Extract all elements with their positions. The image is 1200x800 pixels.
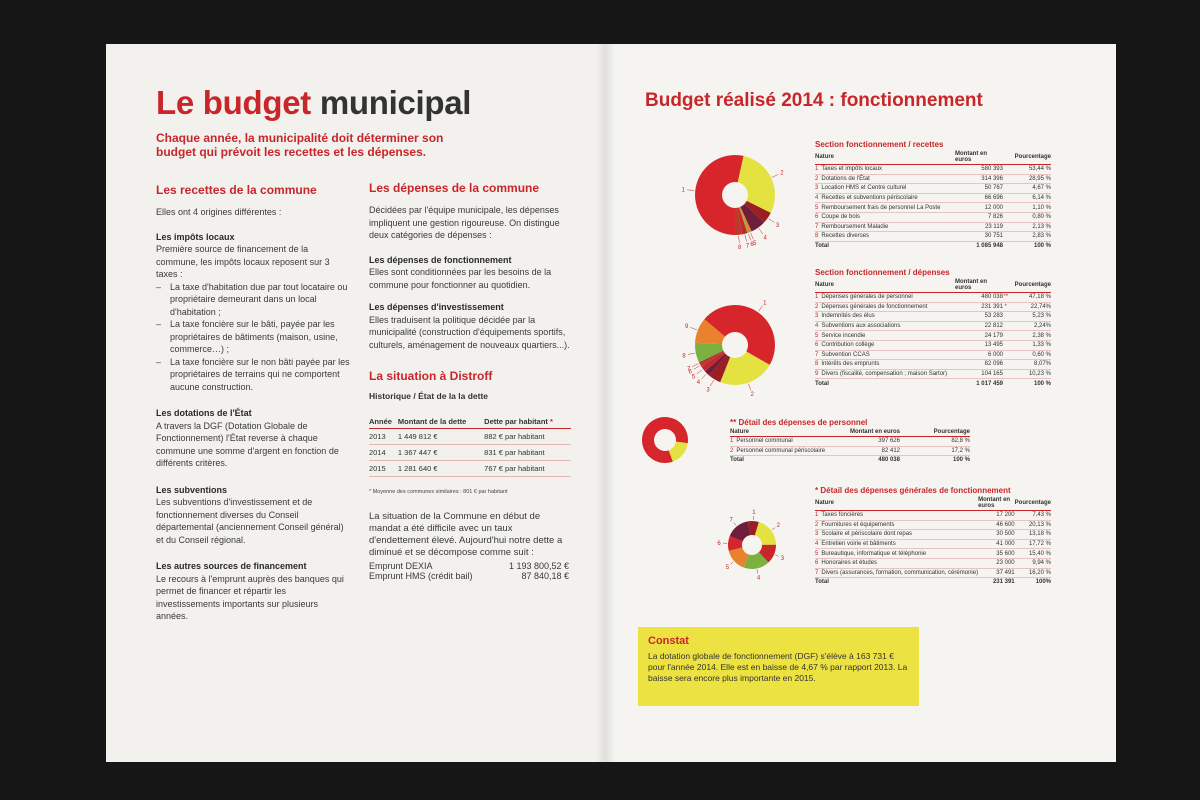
slice-leader-line — [730, 562, 733, 565]
donut-slice — [738, 156, 775, 213]
slice-leader-line — [692, 364, 698, 367]
table-row — [815, 312, 1051, 322]
row-amount: 30 751 — [955, 232, 1003, 242]
row-percent: 6,14 % — [1003, 193, 1051, 203]
depenses-table — [815, 278, 1051, 388]
generales-donut-chart — [700, 495, 800, 595]
col-header: Pourcentage — [1003, 150, 1051, 165]
slice-label: 7 — [686, 366, 691, 373]
page-title — [156, 84, 471, 122]
row-label: Recettes et subventions périscolaire — [821, 195, 918, 202]
col-header: Nature — [815, 278, 955, 293]
depenses-section — [815, 268, 1051, 388]
table-row — [815, 184, 1051, 194]
total-row: Total 1 085 948 100 % — [815, 243, 1051, 250]
title-part-2: municipal — [319, 84, 472, 121]
recettes-donut-chart — [640, 140, 830, 265]
recettes-section — [815, 140, 1051, 250]
situation-heading: La situation à Distroff — [369, 369, 493, 383]
slice-leader-line — [751, 233, 754, 239]
slice-leader-line — [687, 190, 694, 191]
row-number: 1 — [730, 438, 734, 445]
dotations-text: A travers la DGF (Dotation Globale de Fonctionnement) l'État reverse à chaque commune une somme d'argent en fonction de différents critères. — [156, 420, 339, 468]
subventions-title: Les subventions — [156, 484, 228, 495]
slice-label: 1 — [752, 510, 756, 517]
table-cell: 1 449 812 € — [398, 429, 484, 445]
section-heading: ** Détail des dépenses de personnel — [730, 418, 868, 427]
row-number: 1 — [815, 166, 819, 173]
recettes-column — [156, 183, 352, 635]
impots-item: – La taxe d'habitation due par tout locataire ou propriétaire demeurant dans un local d'habitation ; — [156, 281, 348, 317]
table-row — [730, 437, 970, 447]
slice-label: 4 — [756, 575, 761, 582]
row-percent: 2,83 % — [1003, 232, 1051, 242]
slice-leader-line — [759, 228, 763, 234]
slice-label: 3 — [780, 555, 785, 562]
constat-box — [638, 627, 919, 706]
table-row — [815, 340, 1051, 350]
row-percent: 10,23 % — [1008, 369, 1051, 379]
row-label: Location HMS et Centre culturel — [821, 185, 907, 192]
row-label: Honoraires et études — [821, 560, 878, 567]
invest-text: Elles traduisent la politique décidée par la municipalité (construction d'équipements sportifs, culturels, aménagement de nouveaux quartiers...). — [369, 314, 570, 350]
intro-text: Chaque année, la municipalité doit déterminer son budget qui prévoit les recettes et les dépenses. — [156, 131, 444, 159]
row-number: 7 — [815, 569, 819, 576]
slice-leader-line — [694, 366, 700, 370]
row-percent: 8,07% — [1008, 360, 1051, 370]
loan-row: Emprunt DEXIA 1 193 800,52 € — [369, 561, 569, 571]
slice-label: 3 — [775, 222, 780, 229]
personnel-table — [730, 428, 970, 465]
total-row: Total 480 038 100 % — [730, 457, 970, 464]
autres-title: Les autres sources de financement — [156, 561, 307, 571]
generales-table — [815, 496, 1051, 587]
table-row — [369, 461, 571, 477]
table-row — [730, 446, 970, 456]
title-part-1: Le budget — [156, 84, 311, 121]
slice-leader-line — [745, 235, 747, 242]
depenses-heading: Les dépenses de la commune — [369, 181, 540, 195]
row-number: 8 — [815, 361, 819, 368]
row-percent: 5,23 % — [1008, 312, 1051, 322]
row-amount: 82 412 — [840, 446, 900, 456]
table-row — [815, 293, 1051, 303]
row-percent: 9,94 % — [1015, 558, 1051, 568]
total-row: Total 1 017 459 100 % — [815, 380, 1051, 387]
row-number: 7 — [815, 351, 819, 358]
row-amount: 50 767 — [955, 184, 1003, 194]
row-amount: 41 000 — [978, 539, 1015, 549]
slice-leader-line — [739, 236, 740, 243]
slice-leader-line — [688, 353, 695, 354]
autres-text: Le recours à l'emprunt auprès des banques qui permet de financer et répartir les investissements importants sur plusieurs années. — [156, 573, 344, 621]
section-heading: Section fonctionnement / dépenses — [815, 268, 950, 277]
row-amount: 397 626 — [840, 437, 900, 447]
row-percent: 2,13 % — [1003, 222, 1051, 232]
row-label: Remboursement Maladie — [821, 223, 889, 230]
table-row — [815, 549, 1051, 559]
slice-label: 6 — [750, 242, 754, 249]
row-percent: 82,8 % — [900, 437, 970, 447]
row-percent: 15,40 % — [1015, 549, 1051, 559]
slice-label: 7 — [729, 517, 733, 524]
slice-label: 2 — [776, 523, 781, 530]
row-amount: 23 000 — [978, 558, 1015, 568]
row-percent: 1,10 % — [1003, 203, 1051, 213]
section-heading: * Détail des dépenses générales de fonctionnement — [815, 486, 1011, 495]
row-amount: 17 200 — [978, 511, 1015, 521]
table-row — [815, 558, 1051, 568]
row-label: Dépenses générales de personnel — [821, 294, 913, 301]
impots-title: Les impôts locaux — [156, 231, 235, 242]
constat-heading: Constat — [648, 635, 689, 647]
row-number: 5 — [815, 550, 819, 557]
table-row — [815, 350, 1051, 360]
depenses-donut-chart — [640, 280, 830, 405]
row-percent: 22,74% — [1008, 302, 1051, 312]
row-number: 2 — [815, 303, 819, 310]
table-row — [815, 232, 1051, 242]
col-header: Montant en euros — [840, 428, 900, 437]
row-star: * — [1004, 303, 1007, 310]
table-cell: 1 367 447 € — [398, 445, 484, 461]
situation-subheading: Historique / État de la la dette — [369, 391, 489, 401]
row-percent: 16,20 % — [1015, 568, 1051, 578]
loan-row: Emprunt HMS (crédit bail) 87 840,18 € — [369, 571, 569, 581]
recettes-heading: Les recettes de la commune — [156, 183, 317, 197]
subventions-text: Les subventions d'investissement et de fonctionnement diverses du Conseil départemental (anciennement Conseil général) et du Conseil régional. — [156, 497, 344, 545]
debt-footnote: * Moyenne des communes similaires : 801 € par habitant — [369, 489, 508, 495]
row-amount: 35 600 — [978, 549, 1015, 559]
row-label: Contribution collège — [821, 342, 875, 349]
row-label: Taxes foncières — [821, 512, 864, 519]
slice-label: 5 — [725, 564, 730, 571]
row-label: Taxes et impôts locaux — [821, 166, 883, 173]
slice-leader-line — [697, 370, 703, 374]
slice-label: 4 — [763, 235, 767, 242]
row-amount: 23 119 — [955, 222, 1003, 232]
row-amount: 480 038 — [955, 293, 1003, 303]
generales-section — [815, 486, 1051, 587]
row-label: Dotations de l'État — [821, 175, 870, 182]
slice-label: 9 — [684, 323, 689, 330]
row-percent: 13,18 % — [1015, 530, 1051, 540]
impots-item: – La taxe foncière sur le bâti, payée par les propriétaires de bâtiments (maison, usine, commerce…) ; — [156, 319, 338, 354]
slice-label: 3 — [706, 387, 710, 394]
col-header: Année — [369, 415, 398, 429]
row-amount: 13 495 — [955, 340, 1003, 350]
slice-leader-line — [758, 306, 762, 312]
personnel-donut-chart — [620, 400, 720, 480]
loans-list — [369, 561, 569, 581]
row-amount: 7 826 — [955, 212, 1003, 222]
col-header: Dette par habitant * — [484, 415, 571, 429]
row-number: 2 — [730, 447, 734, 454]
row-number: 1 — [815, 512, 819, 519]
slice-leader-line — [748, 234, 750, 241]
row-amount: 22 812 — [955, 321, 1003, 331]
slice-label: 1 — [763, 300, 767, 307]
col-header: Montant en euros — [955, 278, 1003, 293]
table-row — [815, 193, 1051, 203]
row-label: Divers (assurances, formation, communication, cérémonie) — [821, 569, 979, 576]
row-percent: 28,95 % — [1003, 174, 1051, 184]
row-number: 3 — [815, 531, 819, 538]
col-header: Montant en euros — [955, 150, 1003, 165]
slice-leader-line — [701, 374, 706, 379]
row-number: 6 — [815, 560, 819, 567]
row-label: Divers (fiscalité, compensation ; maison Sartor) — [821, 371, 948, 378]
row-percent: 0,80 % — [1003, 212, 1051, 222]
col-header: Pourcentage — [1015, 496, 1051, 511]
row-number: 7 — [815, 223, 819, 230]
page-gutter — [596, 44, 616, 762]
total-row: Total 231 391 100% — [815, 579, 1051, 586]
slice-label: 8 — [737, 244, 742, 251]
row-amount: 24 179 — [955, 331, 1003, 341]
table-row — [815, 511, 1051, 521]
impots-text: Première source de financement de la commune, les impôts locaux reposent sur 3 taxes : — [156, 244, 330, 279]
row-number: 9 — [815, 371, 819, 378]
donut-slice — [755, 522, 776, 545]
debt-table — [369, 415, 571, 477]
table-cell: 831 € par habitant — [484, 445, 571, 461]
table-cell: 2013 — [369, 429, 398, 445]
row-amount: 231 391 — [955, 302, 1003, 312]
row-percent: 17,2 % — [900, 446, 970, 456]
row-amount: 53 283 — [955, 312, 1003, 322]
fonct-title: Les dépenses de fonctionnement — [369, 254, 512, 265]
col-header: Nature — [815, 496, 978, 511]
recettes-lead: Elles ont 4 origines différentes : — [156, 207, 282, 217]
slice-leader-line — [690, 327, 697, 330]
row-label: Entretien voirie et bâtiments — [821, 541, 896, 548]
row-amount: 580 393 — [955, 165, 1003, 175]
row-label: Bureautique, informatique et téléphonie — [821, 550, 927, 557]
slice-leader-line — [734, 523, 737, 526]
slice-leader-line — [769, 219, 775, 223]
table-row — [815, 568, 1051, 578]
row-star: ** — [1003, 294, 1009, 301]
row-amount: 37 491 — [978, 568, 1015, 578]
row-label: Dépenses générales de fonctionnement — [821, 303, 928, 310]
table-row — [815, 530, 1051, 540]
col-header: Montant en euros — [978, 496, 1015, 511]
row-percent: 47,18 % — [1008, 293, 1051, 303]
fonct-text: Elles sont conditionnées par les besoins de la commune pour fonctionner au quotidien. — [369, 267, 552, 290]
table-row — [815, 321, 1051, 331]
table-row — [815, 331, 1051, 341]
col-header: Pourcentage — [1008, 278, 1051, 293]
row-label: Fournitures et équipements — [821, 521, 895, 528]
slice-label: 6 — [688, 369, 692, 376]
invest-title: Les dépenses d'investissement — [369, 302, 504, 312]
row-label: Personnel communal — [736, 438, 793, 445]
row-number: 1 — [815, 294, 819, 301]
slice-label: 8 — [682, 353, 686, 360]
row-percent: 1,33 % — [1008, 340, 1051, 350]
slice-leader-line — [775, 555, 779, 557]
table-row — [369, 429, 571, 445]
col-header: Montant de la dette — [398, 415, 484, 429]
table-row — [815, 539, 1051, 549]
table-row — [815, 360, 1051, 370]
row-label: Subventions aux associations — [821, 323, 901, 330]
row-percent: 2,24% — [1008, 321, 1051, 331]
depenses-column — [369, 181, 571, 581]
row-label: Intérêts des emprunts — [821, 361, 880, 368]
row-number: 5 — [815, 204, 819, 211]
personnel-section — [730, 418, 970, 465]
table-cell: 767 € par habitant — [484, 461, 571, 477]
table-row — [815, 174, 1051, 184]
slice-leader-line — [772, 528, 775, 530]
row-amount: 314 396 — [955, 174, 1003, 184]
row-number: 4 — [815, 195, 819, 202]
row-amount: 46 600 — [978, 520, 1015, 530]
slice-label: 7 — [745, 243, 750, 250]
table-row — [815, 222, 1051, 232]
row-number: 3 — [815, 313, 819, 320]
row-percent: 7,43 % — [1015, 511, 1051, 521]
row-amount: 66 696 — [955, 193, 1003, 203]
row-number: 5 — [815, 332, 819, 339]
section-heading: Section fonctionnement / recettes — [815, 140, 944, 149]
row-number: 4 — [815, 541, 819, 548]
slice-label: 2 — [780, 170, 784, 177]
table-row — [815, 203, 1051, 213]
slice-label: 1 — [681, 187, 685, 194]
row-percent: 0,60 % — [1008, 350, 1051, 360]
row-number: 2 — [815, 175, 819, 182]
row-label: Subvention CCAS — [821, 351, 870, 358]
impots-item: – La taxe foncière sur le non bâti payée par les propriétaires de terrains qui ne comportent aucune construction. — [156, 356, 350, 392]
slice-leader-line — [710, 380, 714, 386]
table-row — [815, 165, 1051, 175]
row-number: 4 — [815, 323, 819, 330]
row-amount: 30 500 — [978, 530, 1015, 540]
row-amount: 12 000 — [955, 203, 1003, 213]
row-percent: 53,44 % — [1003, 165, 1051, 175]
recettes-table — [815, 150, 1051, 250]
situation-paragraph: La situation de la Commune en début de mandat a été difficile avec un taux d'endettement élevé. Aujourd'hui notre dette a diminué et se décompose comme suit : — [369, 511, 563, 558]
row-label: Coupe de bois — [821, 214, 861, 221]
table-cell: 2014 — [369, 445, 398, 461]
right-page-title: Budget réalisé 2014 : fonctionnement — [645, 90, 983, 111]
col-header: Nature — [815, 150, 955, 165]
row-label: Recettes diverses — [821, 233, 870, 240]
col-header: Nature — [730, 428, 840, 437]
col-header: Pourcentage — [900, 428, 970, 437]
slice-label: 2 — [750, 392, 754, 399]
constat-text: La dotation globale de fonctionnement (DGF) s'élève à 163 731 € pour l'année 2014. Elle est en baisse de 4,67 % par rapport 2013. La baisse sera encore plus importante en 2015. — [648, 651, 908, 683]
slice-label: 6 — [717, 540, 721, 547]
table-row — [815, 369, 1051, 379]
row-label: Scolaire et périscolaire dont repas — [821, 531, 913, 538]
row-number: 3 — [815, 185, 819, 192]
row-amount: 104 165 — [955, 369, 1003, 379]
slice-leader-line — [748, 384, 750, 391]
row-number: 2 — [815, 521, 819, 528]
row-percent: 4,67 % — [1003, 184, 1051, 194]
slice-label: 4 — [696, 380, 701, 387]
row-label: Indemnités des élus — [821, 313, 875, 320]
slice-label: 5 — [691, 374, 696, 381]
slice-label: 5 — [753, 241, 757, 248]
slice-leader-line — [757, 570, 758, 574]
row-label: Service incendie — [821, 332, 866, 339]
table-cell: 2015 — [369, 461, 398, 477]
table-row — [815, 212, 1051, 222]
row-percent: 17,72 % — [1015, 539, 1051, 549]
row-percent: 20,13 % — [1015, 520, 1051, 530]
table-row — [369, 445, 571, 461]
row-amount: 6 000 — [955, 350, 1003, 360]
row-amount: 82 096 — [955, 360, 1003, 370]
table-row — [815, 520, 1051, 530]
table-cell: 882 € par habitant — [484, 429, 571, 445]
table-cell: 1 281 640 € — [398, 461, 484, 477]
dotations-title: Les dotations de l'État — [156, 408, 252, 418]
slice-leader-line — [772, 174, 778, 177]
row-number: 6 — [815, 214, 819, 221]
row-label: Remboursement frais de personnel La Poste — [821, 204, 941, 211]
row-number: 6 — [815, 342, 819, 349]
row-percent: 2,38 % — [1008, 331, 1051, 341]
table-row — [815, 302, 1051, 312]
depenses-lead: Décidées par l'équipe municipale, les dépenses impliquent une gestion rigoureuse. On distingue deux catégories de dépenses : — [369, 205, 560, 240]
row-label: Personnel communal périscolaire — [736, 447, 826, 454]
row-number: 8 — [815, 233, 819, 240]
